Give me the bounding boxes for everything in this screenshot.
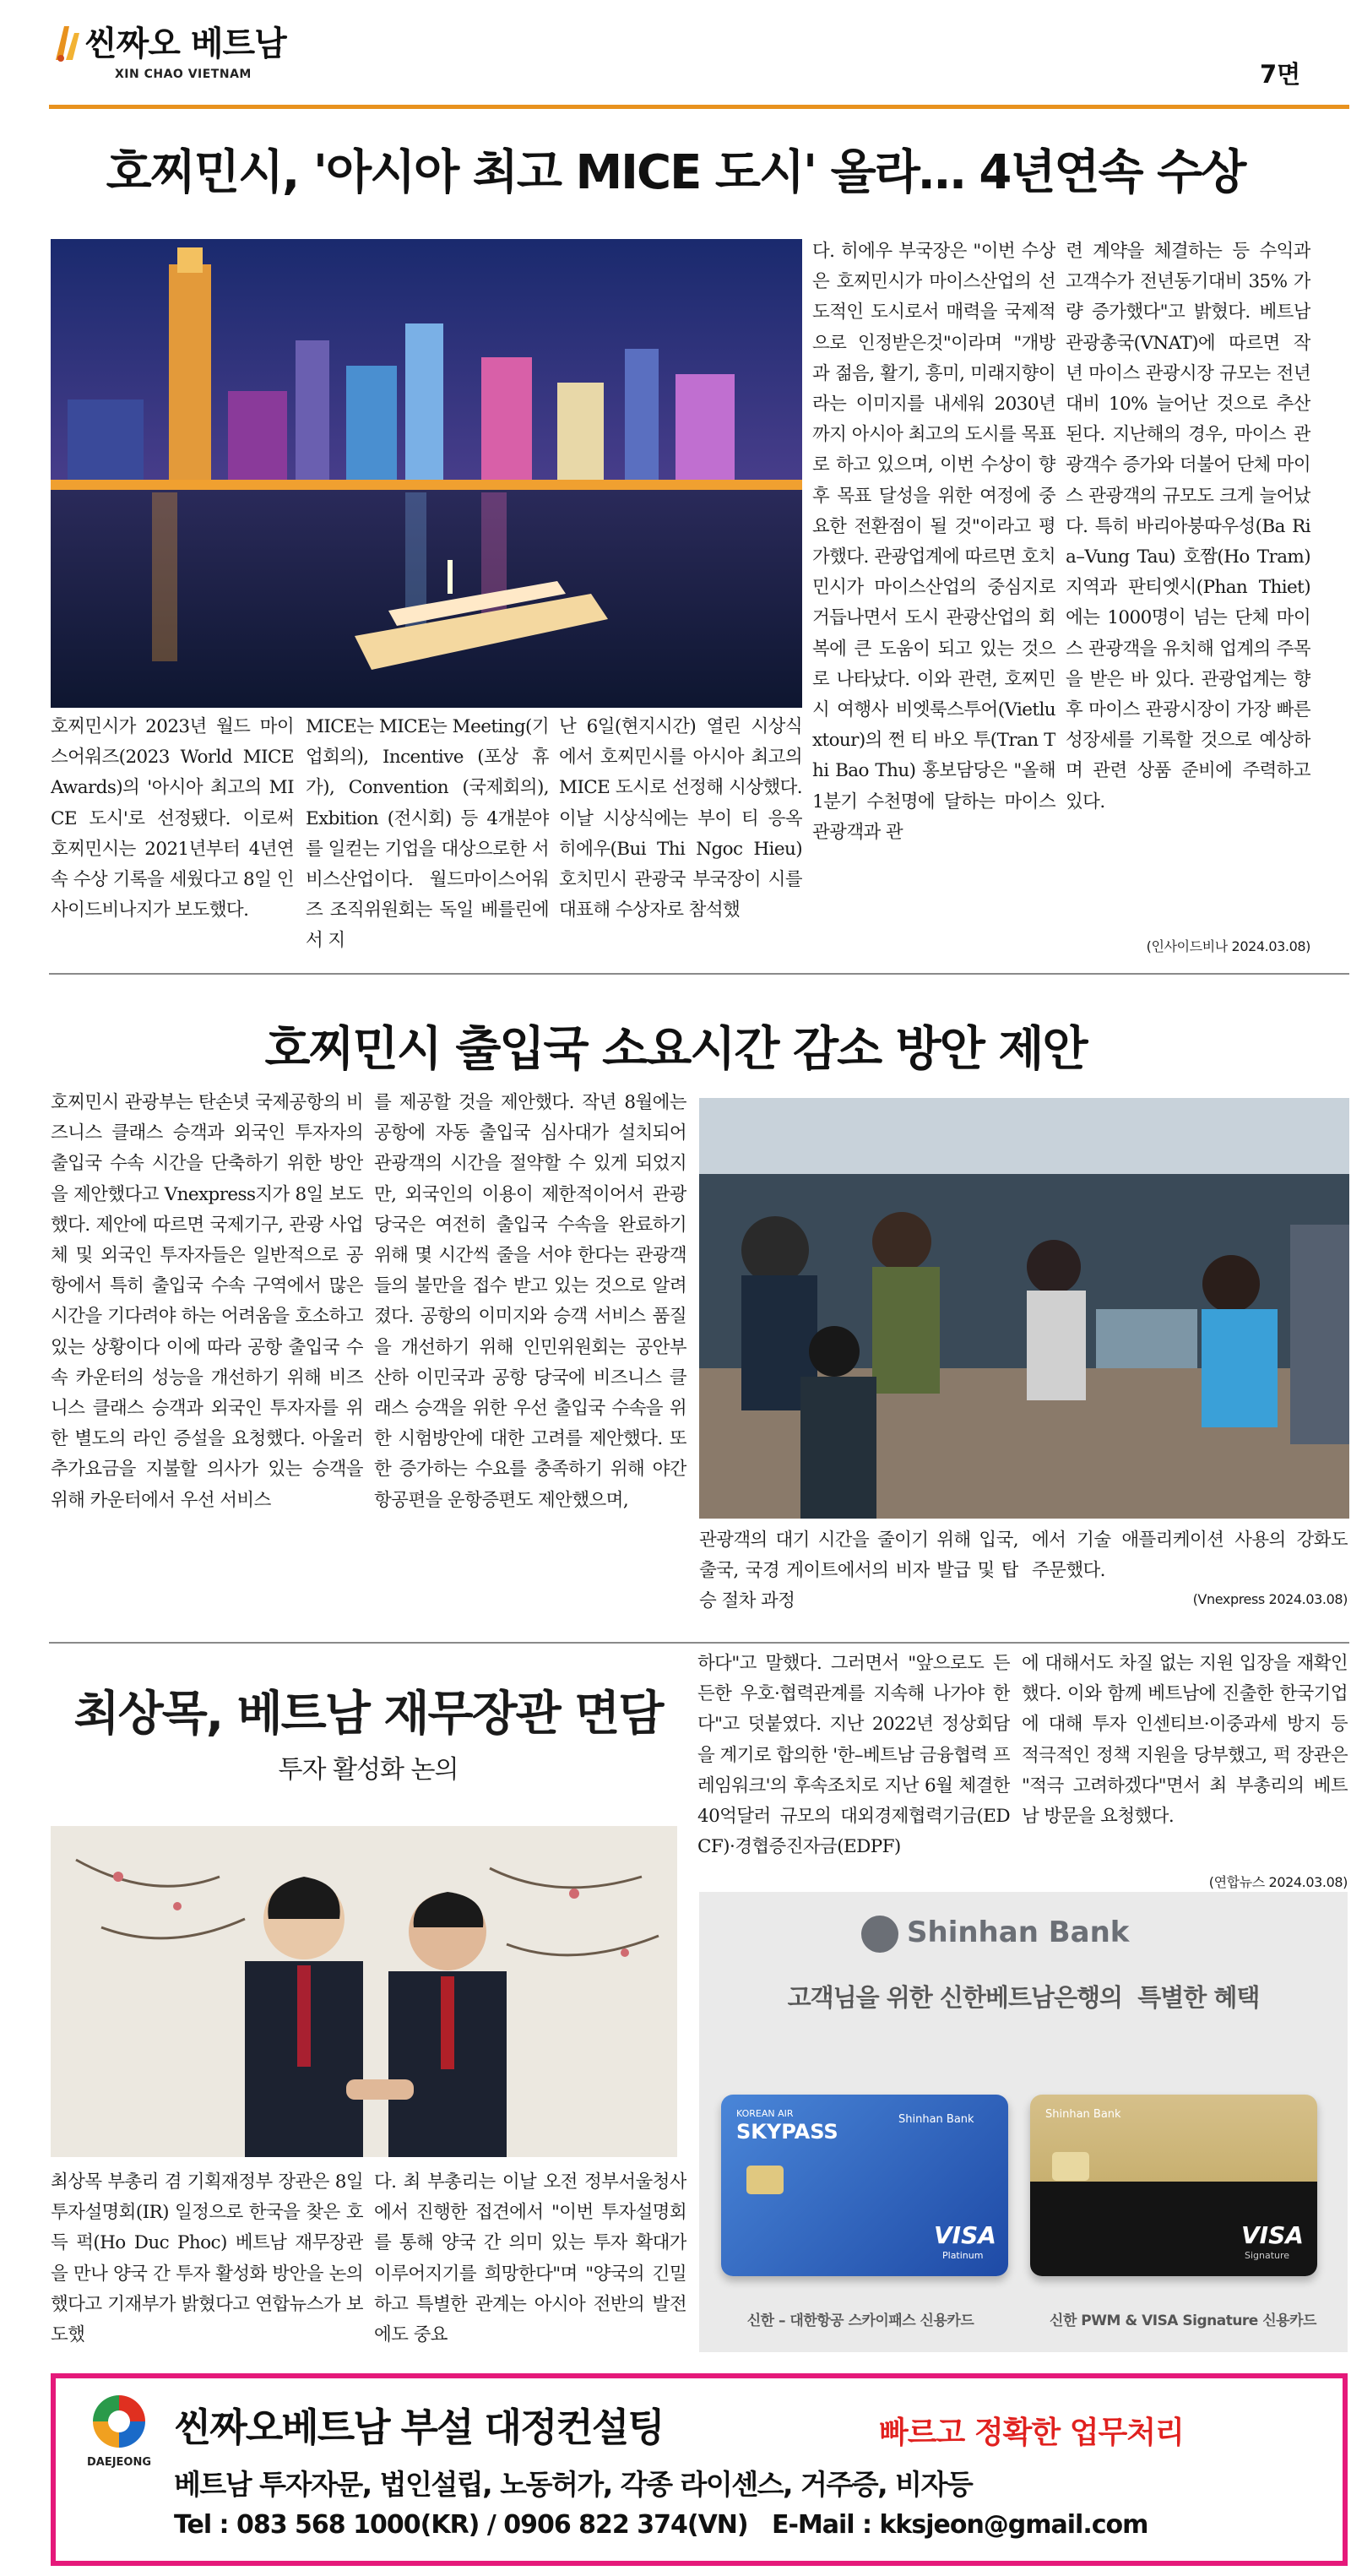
- card-pwm-caption: 신한 PWM & VISA Signature 신용카드: [1050, 2312, 1316, 2329]
- card-pwm[interactable]: [1030, 2095, 1317, 2276]
- article1-col-e: 련 계약을 체결하는 등 수익과 고객수가 전년동기대비 35% 가량 증가했다"고 밝혔다. 베트남관광총국(VNAT)에 따르면 작년 마이스 관광시장 규모는 전년대비 10% 늘어난 것으로 추산된다. 지난해의 경우, 마이스 관광객수 증가와 더불어 단체 마이스 관광객의 규모도 크게 늘어났다. 특히 바리아붕따우성(Ba Ria–Vung Tau) 호짬(Ho Tram)지역과 판티엣시(Phan Thiet)에는 1000명이 넘는 단체 마이스 관광객을 유치해 업계의 주목을 받은 바 있다. 관광업계는 향후 마이스 관광시장이 가장 빠른 성장세를 기록할 것으로 예상하며 관련 상품 준비에 주력하고 있다.: [1066, 241, 1310, 812]
- article2-credit: (Vnexpress 2024.03.08): [1192, 1591, 1348, 1607]
- shinhan-brand: Shinhan Bank: [907, 1916, 1130, 1949]
- page-number: 7면: [1260, 60, 1301, 89]
- article1-credit: (인사이드비나 2024.03.08): [1146, 938, 1310, 954]
- article1-col-a: 호찌민시가 2023년 월드 마이스어워즈(2023 World MICE Awards)의 '아시아 최고의 MICE 도시'로 선정됐다. 이로써 호찌민시는 2021년부터 4년연속 수상 기록을 세웠다고 8일 인사이드비나지가 보도했다.: [51, 716, 294, 921]
- daejeong-logo-caption: DAEJEONG: [86, 2456, 152, 2469]
- divider-2: [49, 1642, 1349, 1644]
- article3-col-c: 하다"고 말했다. 그러면서 "앞으로도 든든한 우호·협력관계를 지속해 나가야 한다"고 덧붙였다. 지난 2022년 정상회담을 계기로 합의한 '한–베트남 금융협력 프레임워크'의 후속조치로 지난 6월 체결한 40억달러 규모의 대외경제협력기금(EDCF)·경협증진자금(EDPF): [697, 1653, 1010, 1858]
- shinhan-logo-icon: [861, 1916, 898, 1953]
- consult-contact[interactable]: Tel : 083 568 1000(KR) / 0906 822 374(VN) E-Mail : kksjeon@gmail.com: [174, 2510, 1148, 2540]
- card-skypass-bank: Shinhan Bank: [898, 2113, 974, 2126]
- consult-slogan: 빠르고 정확한 업무처리: [879, 2416, 1184, 2450]
- card-skypass-tier: Platinum: [942, 2250, 984, 2261]
- logo-text: 씬짜오 베트남: [84, 24, 286, 63]
- card-skypass-name: SKYPASS: [736, 2120, 838, 2144]
- card-pwm-network: VISA: [1241, 2221, 1304, 2249]
- card-skypass-network: VISA: [934, 2221, 996, 2249]
- consult-services: 베트남 투자자문, 법인설립, 노동허가, 각종 라이센스, 거주증, 비자등: [174, 2468, 973, 2501]
- article2-col-d: 에서 기술 애플리케이션 사용의 강화도 주문했다.: [1032, 1530, 1348, 1582]
- article2-col-a: 호찌민시 관광부는 탄손녓 국제공항의 비즈니스 클래스 승객과 외국인 투자자의 출입국 수속 시간을 단축하기 위한 방안을 제안했다고 Vnexpress지가 8일 보도했다. 제안에 따르면 국제기구, 관광 사업체 및 외국인 투자자들은 일반적으로 공항에서 특히 출입국 수속 구역에서 많은 시간을 기다려야 하는 어려움을 호소하고 있는 상황이다 이에 따라 공항 출입국 수속 카운터의 성능을 개선하기 위해 비즈니스 클래스 승객과 외국인 투자자를 위한 별도의 라인 증설을 요청했다. 아울러 추가요금을 지불할 의사가 있는 승객을 위해 카운터에서 우선 서비스: [51, 1092, 363, 1511]
- logo-subtitle: XIN CHAO VIETNAM: [115, 68, 252, 81]
- shinhan-tagline: 고객님을 위한 신한베트남은행의 특별한 혜택: [787, 1983, 1260, 2012]
- article2-col-b: 를 제공할 것을 제안했다. 작년 8월에는 공항에 자동 출입국 심사대가 설치되어 관광객의 시간을 절약할 수 있게 되었지만, 외국인의 이용이 제한적이어서 관광 당국은 여전히 출입국 수속을 완료하기 위해 몇 시간씩 줄을 서야 한다는 관광객들의 불만을 접수 받고 있는 것으로 알려졌다. 공항의 이미지와 승객 서비스 품질을 개선하기 위해 인민위원회는 공안부 산하 이민국과 공항 당국에 비즈니스 클래스 승객을 위한 우선 출입국 수속을 위한 시험방안에 대한 고려를 제안했다. 또한 증가하는 수요를 충족하기 위해 야간 항공편을 운항증편도 제안했으며,: [374, 1092, 686, 1511]
- article2-photo-airport: [699, 1098, 1349, 1519]
- daejeong-logo-icon: [90, 2392, 149, 2451]
- masthead-rule: [49, 105, 1349, 109]
- card-pwm-bank: Shinhan Bank: [1045, 2108, 1121, 2121]
- article3-col-a: 최상목 부총리 겸 기획재정부 장관은 8일 투자설명회(IR) 일정으로 한국을 찾은 호 득 퍽(Ho Duc Phoc) 베트남 재무장관을 만나 양국 간 투자 활성화 방안을 논의했다고 기재부가 밝혔다고 연합뉴스가 보도했: [51, 2171, 363, 2346]
- article2-headline: 호찌민시 출입국 소요시간 감소 방안 제안: [264, 1022, 1087, 1077]
- article3-col-b: 다. 최 부총리는 이날 오전 정부서울청사에서 진행한 접견에서 "이번 투자설명회를 통해 양국 간 의미 있는 투자 확대가 이루어지기를 희망한다"며 "양국의 긴밀하고 특별한 관계는 아시아 전반의 발전에도 중요: [374, 2171, 686, 2346]
- card-chip-icon: [746, 2166, 784, 2194]
- article3-col-d: 에 대해서도 차질 없는 지원 입장을 재확인했다. 이와 함께 베트남에 진출한 한국기업에 대해 투자 인센티브·이중과세 방지 등 적극적인 정책 지원을 당부했고, 퍽 장관은 "적극 고려하겠다"면서 최 부총리의 베트남 방문을 요청했다.: [1022, 1653, 1348, 1828]
- divider-1: [49, 973, 1349, 975]
- article3-headline: 최상목, 베트남 재무장관 면담: [73, 1687, 663, 1742]
- article1-headline: 호찌민시, '아시아 최고 MICE 도시' 올라… 4년연속 수상: [106, 145, 1245, 200]
- card-chip-icon: [1052, 2152, 1089, 2181]
- ad-daejeong-consulting[interactable]: [51, 2373, 1348, 2566]
- card-skypass-caption: 신한 – 대한항공 스카이패스 신용카드: [746, 2312, 974, 2329]
- article3-subheadline: 투자 활성화 논의: [278, 1755, 458, 1785]
- consult-title: 씬짜오베트남 부설 대정컨설팅: [174, 2405, 664, 2450]
- logo-icon: [52, 21, 83, 63]
- card-skypass[interactable]: [721, 2095, 1008, 2276]
- article1-photo-night-city: [51, 239, 802, 708]
- article2-col-c: 관광객의 대기 시간을 줄이기 위해 입국, 출국, 국경 게이트에서의 비자 발급 및 탑승 절차 과정: [699, 1530, 1018, 1612]
- article1-col-b: MICE는 MICE는 Meeting(기업회의), Incentive (포상 휴가), Convention (국제회의), Exbition (전시회) 등 4개분야를 일컫는 기업을 대상으로한 서비스산업이다. 월드마이스어워즈 조직위원회는 독일 베를린에서 지: [306, 716, 549, 952]
- masthead: [0, 0, 1351, 106]
- card-pwm-tier: Signature: [1245, 2250, 1290, 2261]
- article3-photo-handshake: [51, 1826, 677, 2157]
- article1-col-c: 난 6일(현지시간) 열린 시상식에서 호찌민시를 아시아 최고의 MICE 도시로 선정해 시상했다. 이날 시상식에는 부이 티 응옥 히에우(Bui Thi Ngoc Hieu) 호치민시 관광국 부국장이 시를 대표해 수상자로 참석했: [559, 716, 802, 921]
- article1-col-d: 다. 히에우 부국장은 "이번 수상은 호찌민시가 마이스산업의 선도적인 도시로서 매력을 국제적으로 인정받은것"이라며 "개방과 젊음, 활기, 흥미, 미래지향이라는 이미지를 내세워 2030년까지 아시아 최고의 도시를 목표로 하고 있으며, 이번 수상이 향후 목표 달성을 위한 여정에 중요한 전환점이 될 것"이라고 평가했다. 관광업계에 따르면 호치민시가 마이스산업의 중심지로 거듭나면서 도시 관광산업의 회복에 큰 도움이 되고 있는 것으로 나타났다. 이와 관련, 호찌민시 여행사 비엣룩스투어(Vietluxtour)의 쩐 티 바오 투(Tran Thi Bao Thu) 홍보담당은 "올해 1분기 수천명에 달하는 마이스 관광객과 관: [812, 241, 1055, 843]
- card-skypass-issuer: KOREAN AIR: [736, 2108, 794, 2119]
- article3-credit: (연합뉴스 2024.03.08): [1208, 1874, 1348, 1890]
- ad-shinhan-bank[interactable]: [699, 1892, 1348, 2352]
